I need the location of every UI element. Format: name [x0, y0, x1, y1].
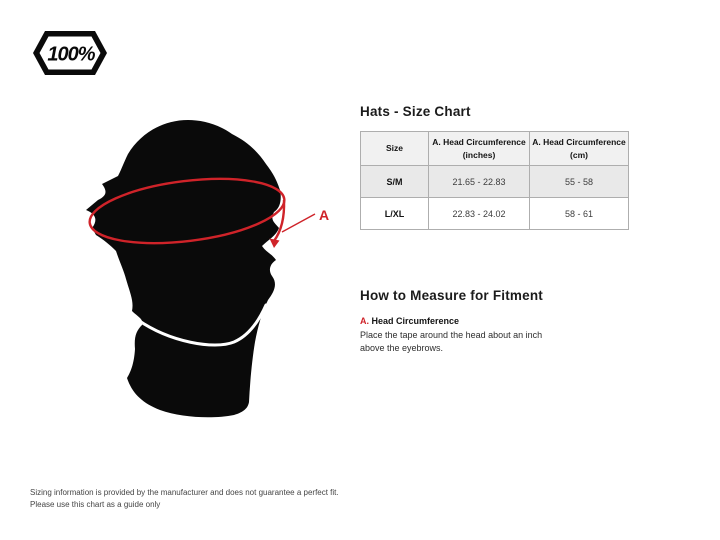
- brand-logo-text: 100%: [47, 43, 95, 66]
- cell-inches: 22.83 - 24.02: [429, 198, 530, 230]
- table-row: [361, 198, 629, 230]
- brand-logo-icon: [32, 30, 108, 76]
- brand-logo: [32, 30, 108, 81]
- disclaimer-line-2: Please use this chart as a guide only: [30, 500, 161, 509]
- table-row: [361, 166, 629, 198]
- col-header-size: [361, 132, 429, 166]
- measure-item-key: A.: [360, 316, 369, 326]
- size-chart-table: [360, 131, 629, 230]
- head-silhouette-shape: [86, 120, 281, 417]
- measure-item-name: Head Circumference: [371, 316, 460, 326]
- measure-guide-item: [360, 316, 590, 354]
- measure-guide-title: How to Measure for Fitment: [360, 288, 543, 303]
- measure-arrowhead-icon: [270, 239, 280, 249]
- measure-guide-section: [360, 288, 590, 354]
- cell-cm: 58 - 61: [530, 198, 629, 230]
- measure-item-description: Place the tape around the head about an inch above the eyebrows.: [360, 330, 543, 353]
- cell-size: L/XL: [361, 198, 429, 230]
- col-header-cm-label: A. Head Circumference: [532, 137, 626, 148]
- col-header-inches-unit: (inches): [462, 149, 496, 160]
- col-header-inches: [429, 132, 530, 166]
- col-header-size-label: Size: [385, 143, 403, 154]
- cell-cm: 55 - 58: [530, 166, 629, 198]
- size-chart-section: [360, 104, 628, 230]
- cell-size: S/M: [361, 166, 429, 198]
- cell-inches: 21.65 - 22.83: [429, 166, 530, 198]
- col-header-cm: [530, 132, 629, 166]
- size-chart-title: Hats - Size Chart: [360, 104, 471, 119]
- col-header-inches-label: A. Head Circumference: [432, 137, 526, 148]
- marker-pointer-line: [282, 214, 315, 232]
- disclaimer-line-1: Sizing information is provided by the manufacturer and does not guarantee a perfect fit.: [30, 488, 339, 497]
- head-measurement-diagram: [82, 112, 337, 429]
- measure-item-label: [360, 316, 590, 326]
- head-diagram-svg: [82, 112, 337, 424]
- footer-disclaimer: [30, 487, 339, 511]
- measurement-marker-label: A: [319, 207, 330, 223]
- table-header-row: [361, 132, 629, 166]
- col-header-cm-unit: (cm): [570, 149, 588, 160]
